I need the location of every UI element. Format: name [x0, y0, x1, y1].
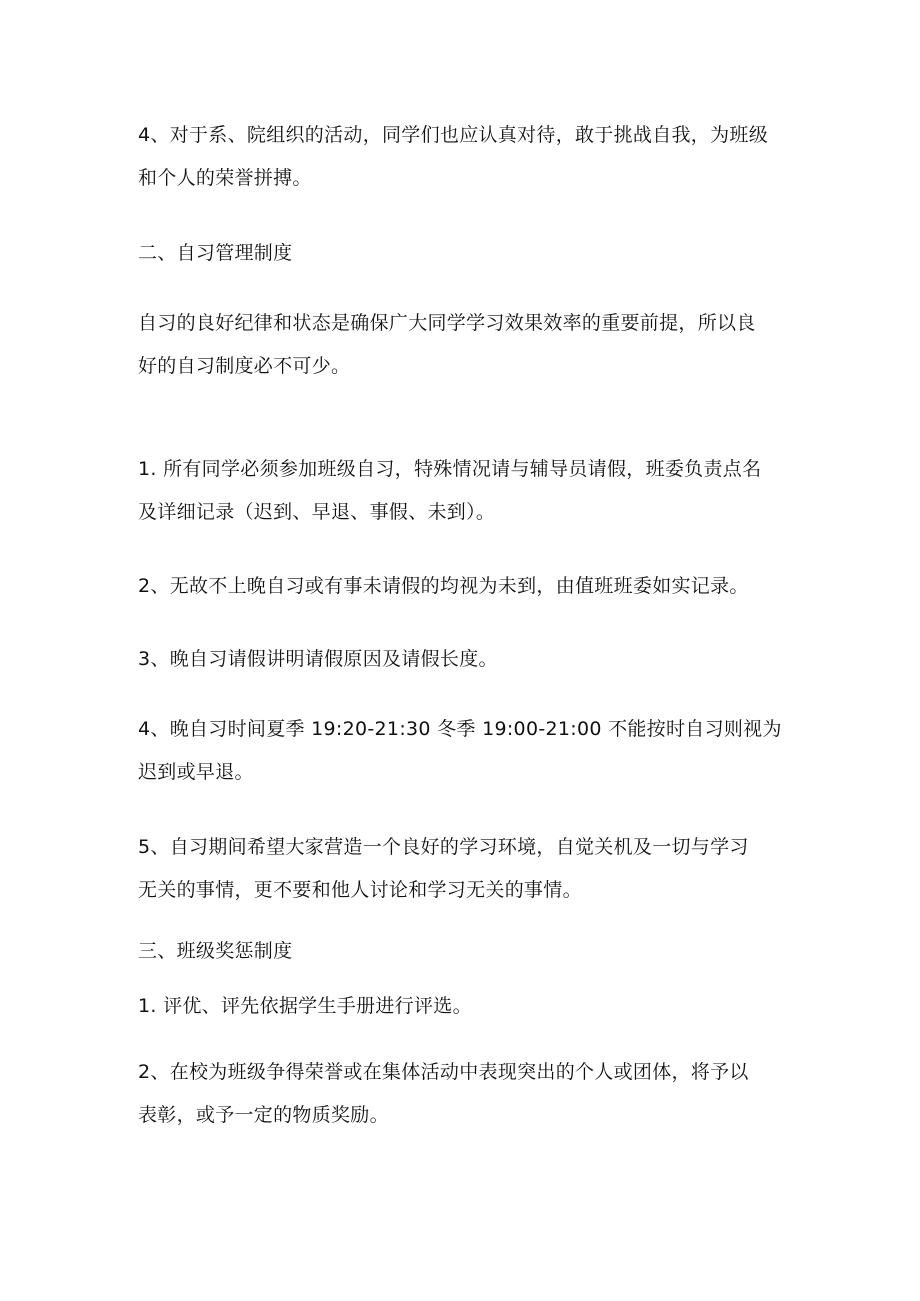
- paragraph-line: 4、对于系、院组织的活动，同学们也应认真对待，敢于挑战自我，为班级: [138, 124, 768, 146]
- paragraph-line: 4、晚自习时间夏季 19:20-21:30 冬季 19:00-21:00 不能按时自习则视为: [138, 718, 782, 740]
- paragraph-line: 迟到或早退。: [138, 761, 254, 783]
- paragraph-rule-3: [138, 638, 788, 681]
- paragraph-rule-1: [138, 448, 788, 534]
- paragraph-line: 及详细记录（迟到、早退、事假、未到）。: [138, 501, 496, 523]
- paragraph-line: 5、自习期间希望大家营造一个良好的学习环境，自觉关机及一切与学习: [138, 836, 749, 858]
- paragraph-reward-1: [138, 985, 788, 1028]
- paragraph-line: 无关的事情，更不要和他人讨论和学习无关的事情。: [138, 879, 582, 901]
- paragraph-activities: [138, 114, 788, 200]
- section-heading-rewards: [138, 930, 788, 973]
- heading-text: 二、自习管理制度: [138, 242, 293, 264]
- paragraph-line: 表彰，或予一定的物质奖励。: [138, 1104, 389, 1126]
- paragraph-reward-2: [138, 1051, 788, 1137]
- paragraph-line: 3、晚自习请假讲明请假原因及请假长度。: [138, 648, 498, 670]
- paragraph-rule-2: [138, 565, 788, 608]
- paragraph-rule-4: [138, 708, 788, 794]
- paragraph-line: 2、无故不上晚自习或有事未请假的均视为未到，由值班班委如实记录。: [138, 575, 749, 597]
- paragraph-line: 1. 所有同学必须参加班级自习，特殊情况请与辅导员请假，班委负责点名: [138, 458, 762, 480]
- paragraph-line: 好的自习制度必不可少。: [138, 355, 351, 377]
- paragraph-self-study-intro: [138, 302, 788, 388]
- paragraph-line: 和个人的荣誉拼搏。: [138, 167, 312, 189]
- paragraph-line: 自习的良好纪律和状态是确保广大同学学习效果效率的重要前提，所以良: [138, 312, 756, 334]
- paragraph-line: 2、在校为班级争得荣誉或在集体活动中表现突出的个人或团体，将予以: [138, 1061, 749, 1083]
- section-heading-self-study: [138, 232, 788, 275]
- heading-text: 三、班级奖惩制度: [138, 940, 293, 962]
- paragraph-line: 1. 评优、评先依据学生手册进行评选。: [138, 995, 472, 1017]
- paragraph-rule-5: [138, 826, 788, 912]
